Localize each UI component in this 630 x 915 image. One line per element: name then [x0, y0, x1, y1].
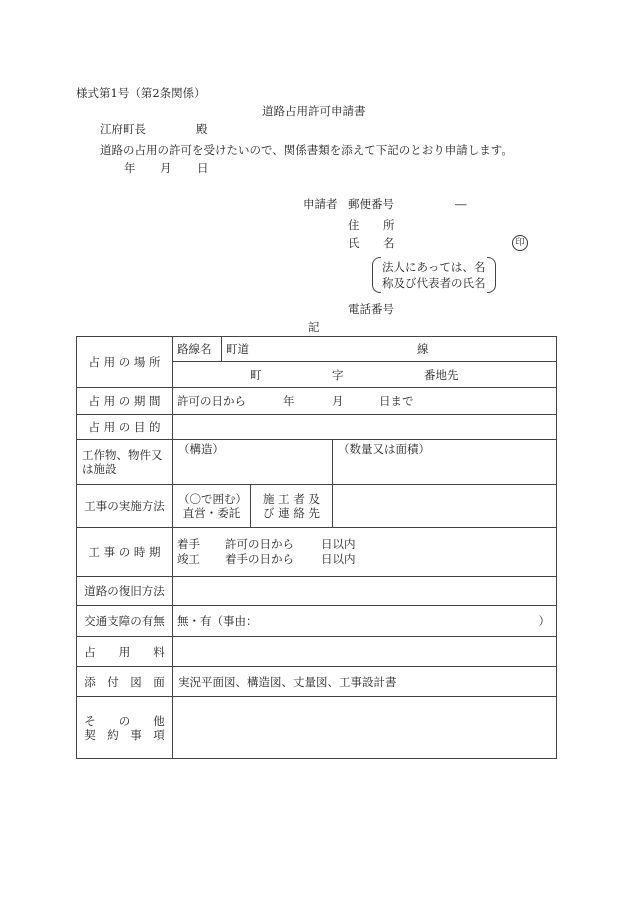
- attach-value[interactable]: 実況平面図、構造図、丈量図、工事設計書: [173, 667, 557, 697]
- form-number: 様式第1号（第2条関係）: [76, 86, 206, 100]
- timing-label: 工 事 の 時 期: [77, 528, 173, 577]
- address-label-1: 住: [348, 218, 360, 232]
- period-from: 許可の日から: [177, 394, 246, 408]
- contractor-label-2: び 連 絡 先: [263, 506, 320, 520]
- route-prefix: 町道: [226, 342, 249, 356]
- end-label: 竣工: [177, 552, 200, 566]
- end-from: 着手の日から: [225, 552, 294, 566]
- quantity-label: （数量又は面積）: [338, 442, 430, 456]
- corp-note-line2: 称及び代表者の氏名: [382, 276, 486, 290]
- period-year: 年: [283, 394, 295, 408]
- address-cell[interactable]: [173, 362, 557, 388]
- name-label-2: 名: [383, 236, 395, 250]
- applicant-label: 申請者: [303, 197, 338, 211]
- method-label: 工事の実施方法: [77, 485, 173, 528]
- method-choice-cell[interactable]: [173, 485, 251, 528]
- town-label: 町: [250, 368, 262, 382]
- traffic-cell[interactable]: [173, 606, 557, 637]
- banchi-label: 番地先: [424, 368, 459, 382]
- period-until: 日まで: [379, 394, 414, 408]
- restore-label: 道路の復旧方法: [77, 577, 173, 606]
- traffic-close: ）: [538, 614, 551, 628]
- date-year: 年: [124, 161, 136, 175]
- attach-label: 添 付 図 面: [77, 667, 173, 697]
- phone-label: 電話番号: [348, 302, 394, 316]
- seal-mark: 印: [512, 235, 528, 251]
- intro-text: 道路の占用の許可を受けたいので、関係書類を添えて下記のとおり申請します。: [100, 143, 513, 157]
- period-month: 月: [332, 394, 344, 408]
- other-value[interactable]: [173, 697, 557, 759]
- contractor-label-cell: [251, 485, 333, 528]
- other-label-2: 契 約 事 項: [84, 727, 165, 742]
- location-label: 占 用 の 場 所: [77, 337, 173, 388]
- addressee-name: 江府町長: [100, 122, 146, 136]
- purpose-label: 占 用 の 目 的: [77, 415, 173, 440]
- start-within: 日以内: [321, 537, 356, 551]
- route-label: 路線名: [177, 342, 212, 356]
- contractor-value[interactable]: [333, 485, 557, 528]
- purpose-value[interactable]: [173, 415, 557, 440]
- restore-value[interactable]: [173, 577, 557, 606]
- start-label: 着手: [177, 537, 200, 551]
- route-suffix: 線: [417, 342, 429, 356]
- method-choice-2: 直営・委託: [182, 506, 241, 520]
- ki-label: 記: [308, 320, 320, 334]
- application-table: [76, 336, 557, 759]
- contractor-label-1: 施 工 者 及: [263, 492, 320, 506]
- page-title: 道路占用許可申請書: [262, 104, 366, 118]
- address-label-2: 所: [383, 218, 395, 232]
- date-month: 月: [160, 161, 172, 175]
- period-label: 占 用 の 期 間: [77, 388, 173, 415]
- route-cell[interactable]: [173, 337, 557, 362]
- date-day: 日: [197, 161, 209, 175]
- postal-label: 郵便番号: [348, 197, 394, 211]
- other-label-1: そ の 他: [84, 713, 165, 728]
- corp-note-line1: 法人にあっては、名: [382, 260, 486, 274]
- traffic-value: 無・有（事由：: [177, 614, 258, 628]
- method-choice-1: （〇で囲む）: [178, 492, 247, 506]
- timing-cell[interactable]: [173, 528, 557, 577]
- objects-label: 工作物、物件又は施設: [77, 440, 173, 485]
- name-label-1: 氏: [348, 236, 360, 250]
- fee-label: 占 用 料: [77, 637, 173, 667]
- other-label-cell: [77, 697, 173, 759]
- postal-dash: ―: [455, 197, 467, 211]
- structure-cell[interactable]: [173, 440, 333, 485]
- structure-label: （構造）: [178, 442, 224, 456]
- addressee-suffix: 殿: [196, 122, 208, 136]
- quantity-cell[interactable]: [333, 440, 557, 485]
- fee-value[interactable]: [173, 637, 557, 667]
- traffic-label: 交通支障の有無: [77, 606, 173, 637]
- period-cell[interactable]: [173, 388, 557, 415]
- end-within: 日以内: [321, 552, 356, 566]
- start-from: 許可の日から: [225, 537, 294, 551]
- aza-label: 字: [332, 368, 344, 382]
